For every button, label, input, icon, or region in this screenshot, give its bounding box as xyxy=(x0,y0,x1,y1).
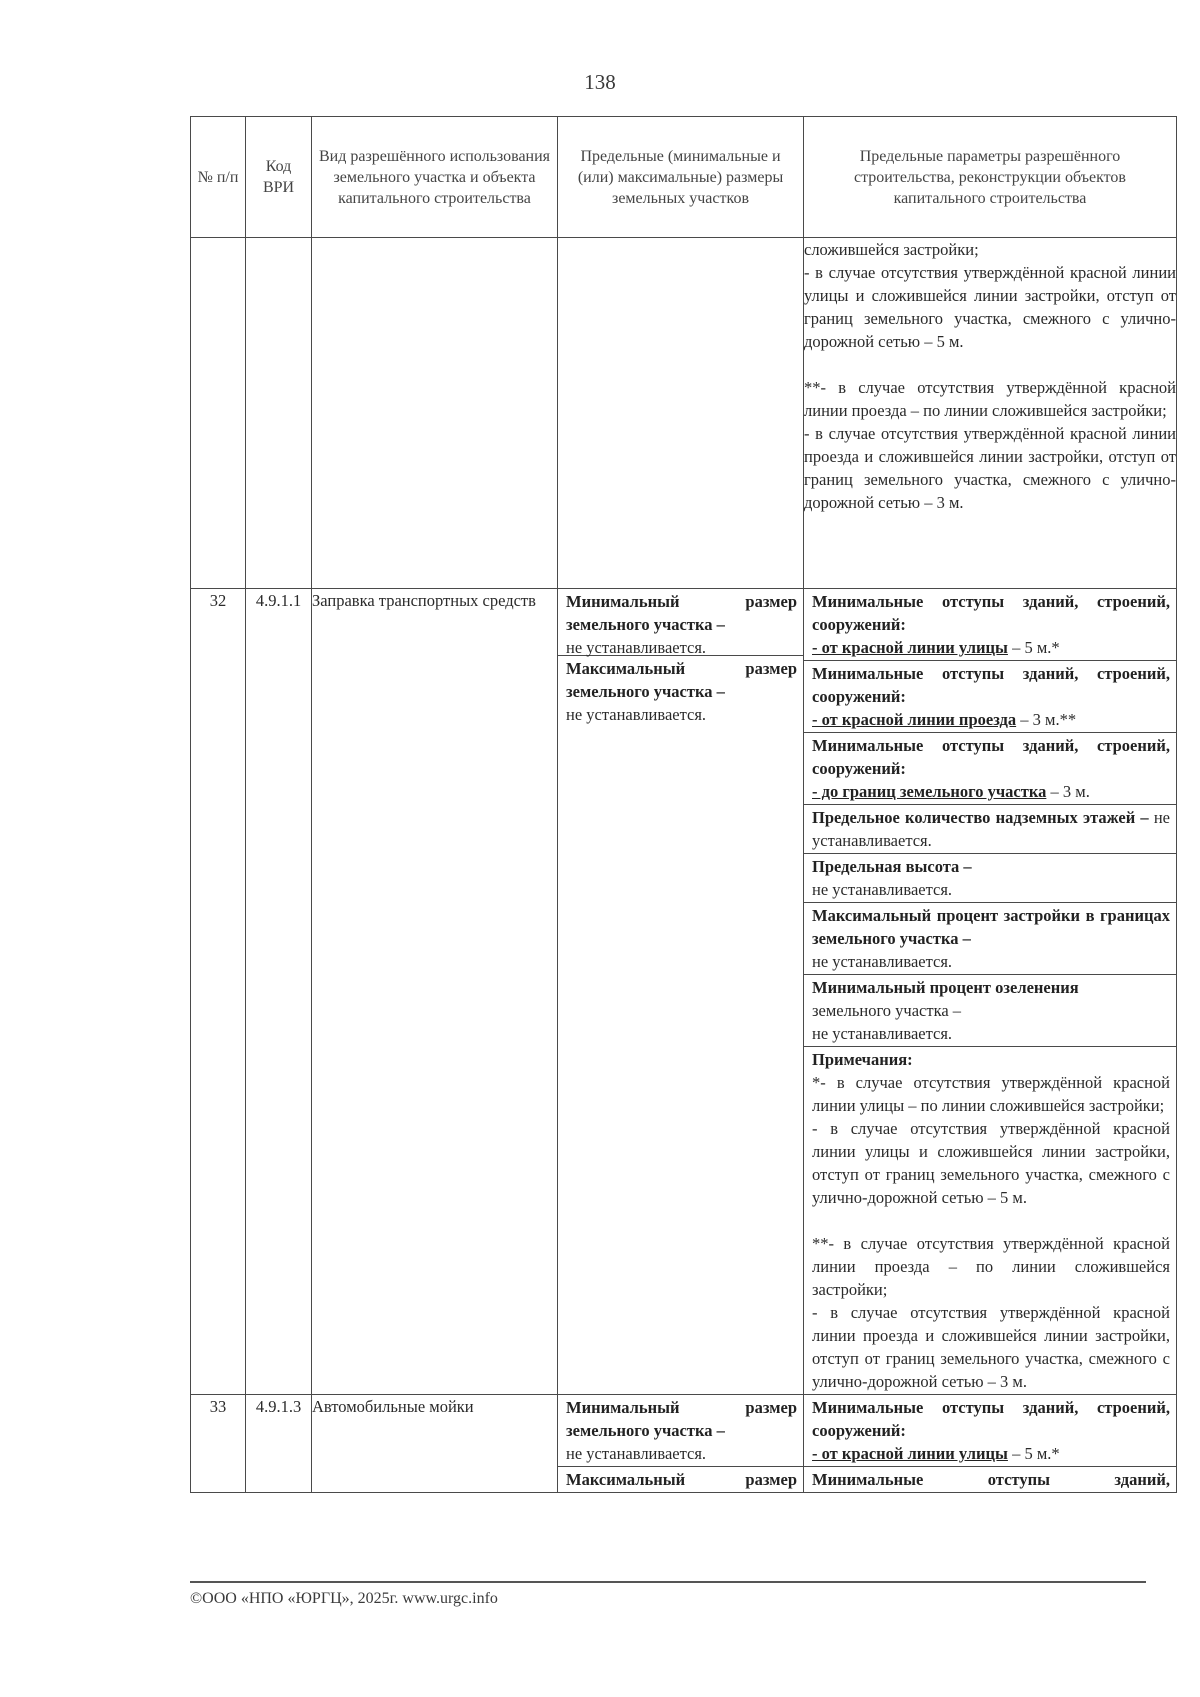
zoning-parameters-table xyxy=(190,116,1177,1493)
row32-param-7: Минимальный процент озеленения земельного участка – не устанавливается. xyxy=(804,975,1176,1047)
row33-sizes-cell xyxy=(558,1395,804,1493)
header-params: Предельные параметры разрешённого строительства, реконструкции объектов капитального строительства xyxy=(804,117,1177,238)
footer-copyright: ©ООО «НПО «ЮРГЦ», 2025г. www.urgc.info xyxy=(190,1590,498,1607)
cont-line-1: сложившейся застройки; xyxy=(804,240,979,259)
row32-param-4: Предельное количество надземных этажей – не устанавливается. xyxy=(804,805,1176,854)
header-sizes: Предельные (минимальные и (или) максимальные) размеры земельных участков xyxy=(558,117,804,238)
row32-notes: Примечания: *- в случае отсутствия утверждённой красной линии улицы – по линии сложившейся застройки; - в случае отсутствия утверждённой красной линии улицы и сложившейся линии застройки, отступ от границ земельного участка, смежного с улично-дорожной сетью – 5 м. **- в случае отсутствия утверждённой красной линии проезда – по линии сложившейся застройки; - в случае отсутствия утверждённой красной линии проезда и сложившейся линии застройки, отступ от границ земельного участка, смежного с улично-дорожной сетью – 3 м. xyxy=(812,1050,1170,1391)
footer-rule xyxy=(190,1581,1146,1583)
cont-line-4: - в случае отсутствия утверждённой красной линии проезда и сложившейся линии застройки, отступ от границ земельного участка, смежного с улично-дорожной сетью – 3 м. xyxy=(804,424,1176,512)
row33-param-2: Минимальные отступы зданий, xyxy=(812,1470,1170,1489)
cont-params-cell xyxy=(804,238,1177,589)
row32-num: 32 xyxy=(191,589,246,1395)
row32-sizes-cell xyxy=(558,589,804,1395)
row32-param-3: Минимальные отступы зданий, строений, сооружений: - до границ земельного участка – 3 м. xyxy=(804,733,1176,805)
cont-line-3: **- в случае отсутствия утверждённой красной линии проезда – по линии сложившейся застройки; xyxy=(804,378,1176,420)
row33-size-max: Максимальный размер xyxy=(566,1470,797,1489)
row32-param-5: Предельная высота – не устанавливается. xyxy=(804,854,1176,903)
row33-size-min: Минимальный размер земельного участка – не устанавливается. xyxy=(558,1395,803,1467)
header-code: Код ВРИ xyxy=(246,117,312,238)
row32-param-6: Максимальный процент застройки в границах земельного участка – не устанавливается. xyxy=(804,903,1176,975)
table-row-33 xyxy=(191,1395,1177,1493)
row33-params-cell xyxy=(804,1395,1177,1493)
row32-code: 4.9.1.1 xyxy=(246,589,312,1395)
row33-type: Автомобильные мойки xyxy=(312,1395,558,1493)
row32-param-2: Минимальные отступы зданий, строений, сооружений: - от красной линии проезда – 3 м.** xyxy=(804,661,1176,733)
row32-size-min: Минимальный размер земельного участка – не устанавливается. xyxy=(558,589,803,656)
row32-param-1: Минимальные отступы зданий, строений, сооружений: - от красной линии улицы – 5 м.* xyxy=(804,589,1176,661)
row32-size-max: Максимальный размер земельного участка – не устанавливается. xyxy=(566,659,797,724)
header-num: № п/п xyxy=(191,117,246,238)
row33-param-1: Минимальные отступы зданий, строений, сооружений: - от красной линии улицы – 5 м.* xyxy=(804,1395,1176,1467)
row32-params-cell xyxy=(804,589,1177,1395)
cont-code-cell xyxy=(246,238,312,589)
row32-type: Заправка транспортных средств xyxy=(312,589,558,1395)
cont-type-cell xyxy=(312,238,558,589)
cont-line-2: - в случае отсутствия утверждённой красной линии улицы и сложившейся линии застройки, отступ от границ земельного участка, смежного с улично-дорожной сетью – 5 м. xyxy=(804,263,1176,351)
page-number: 138 xyxy=(584,70,616,94)
table-header-row xyxy=(191,117,1177,238)
cont-size-cell xyxy=(558,238,804,589)
table-row-continuation xyxy=(191,238,1177,589)
header-type: Вид разрешённого использования земельного участка и объекта капитального строительства xyxy=(312,117,558,238)
row33-code: 4.9.1.3 xyxy=(246,1395,312,1493)
cont-num-cell xyxy=(191,238,246,589)
table-row-32 xyxy=(191,589,1177,1395)
row33-num: 33 xyxy=(191,1395,246,1493)
